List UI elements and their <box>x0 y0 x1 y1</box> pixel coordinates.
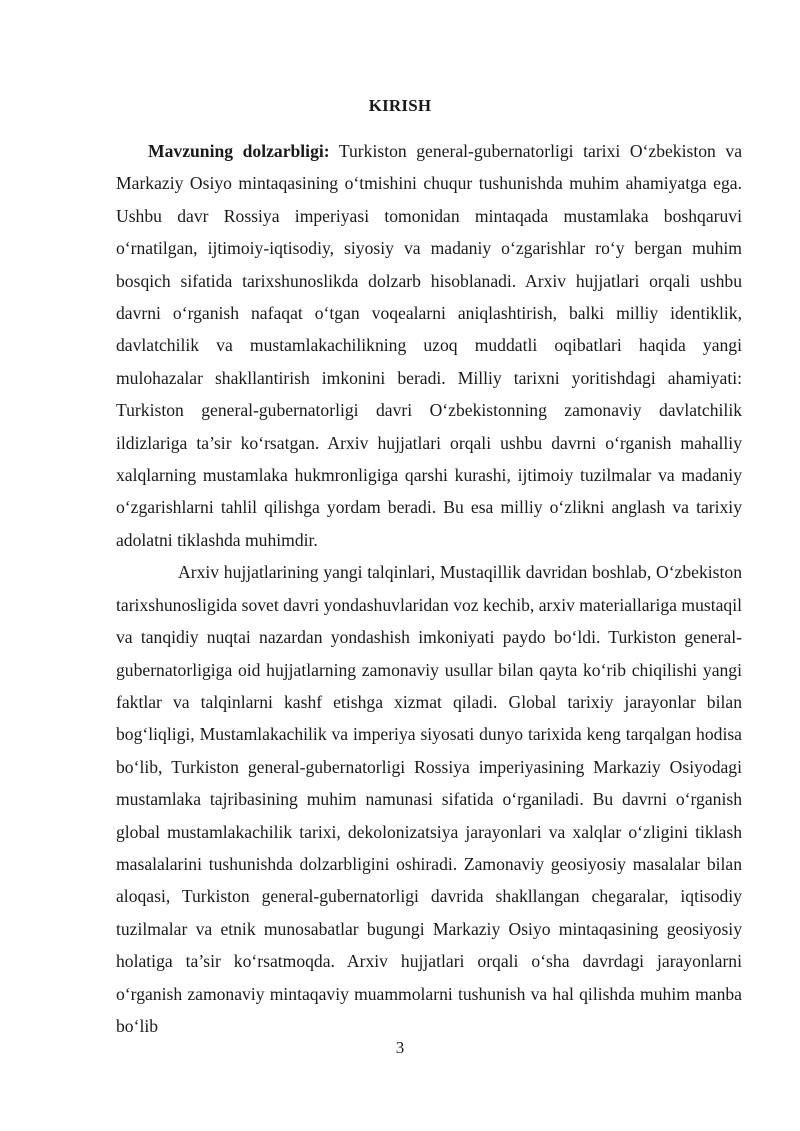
page-number: 3 <box>395 1038 405 1057</box>
paragraph-lead: Mavzuning dolzarbligi: <box>148 141 330 161</box>
paragraph-relevance <box>116 135 742 556</box>
body-text <box>116 135 742 1042</box>
paragraph-text: Turkiston general-gubernatorligi tarixi O‘zbekiston va Markaziy Osiyo mintaqasining o‘tmishini chuqur tushunishda muhim ahamiyatga ega. Ushbu davr Rossiya imperiyasi tomonidan mintaqada mustamlaka boshqaruvi o‘rnatilgan, ijtimoiy-iqtisodiy, siyosiy va madaniy o‘zgarishlar ro‘y bergan muhim bosqich sifatida tarixshunoslikda dolzarb hisoblanadi. Arxiv hujjatlari orqali ushbu davrni o‘rganish nafaqat o‘tgan voqealarni aniqlashtirish, balki milliy identiklik, davlatchilik va mustamlakachilikning uzoq muddatli oqibatlari haqida yangi mulohazalar shakllantirish imkonini beradi. Milliy tarixni yoritishdagi ahamiyati: Turkiston general-gubernatorligi davri O‘zbekistonning zamonaviy davlatchilik ildizlariga ta’sir ko‘rsatgan. Arxiv hujjatlari orqali ushbu davrni o‘rganish mahalliy xalqlarning mustamlaka hukmronligiga qarshi kurashi, ijtimoiy tuzilmalar va madaniy o‘zgarishlarni tahlil qilishga yordam beradi. Bu esa milliy o‘zlikni anglash va tarixiy adolatni tiklashda muhimdir. <box>116 141 743 550</box>
section-heading: KIRISH <box>368 96 432 115</box>
paragraph-archival: Arxiv hujjatlarining yangi talqinlari, Mustaqillik davridan boshlab, O‘zbekiston tarixshunosligida sovet davri yondashuvlaridan voz kechib, arxiv materiallariga mustaqil va tanqidiy nuqtai nazardan yondashish imkoniyati paydo bo‘ldi. Turkiston general-gubernatorligiga oid hujjatlarning zamonaviy usullar bilan qayta ko‘rib chiqilishi yangi faktlar va talqinlarni kashf etishga xizmat qiladi. Global tarixiy jarayonlar bilan bog‘liqligi, Mustamlakachilik va imperiya siyosati dunyo tarixida keng tarqalgan hodisa bo‘lib, Turkiston general-gubernatorligi Rossiya imperiyasining Markaziy Osiyodagi mustamlaka tajribasining muhim namunasi sifatida o‘rganiladi. Bu davrni o‘rganish global mustamlakachilik tarixi, dekolonizatsiya jarayonlari va xalqlar o‘zligini tiklash masalalarini tushunishda dolzarbligini oshiradi. Zamonaviy geosiyosiy masalalar bilan aloqasi, Turkiston general-gubernatorligi davrida shakllangan chegaralar, iqtisodiy tuzilmalar va etnik munosabatlar bugungi Markaziy Osiyo mintaqasining geosiyosiy holatiga ta’sir ko‘rsatmoqda. Arxiv hujjatlari orqali o‘sha davrdagi jarayonlarni o‘rganish zamonaviy mintaqaviy muammolarni tushunish va hal qilishda muhim manba bo‘lib <box>116 562 742 1036</box>
